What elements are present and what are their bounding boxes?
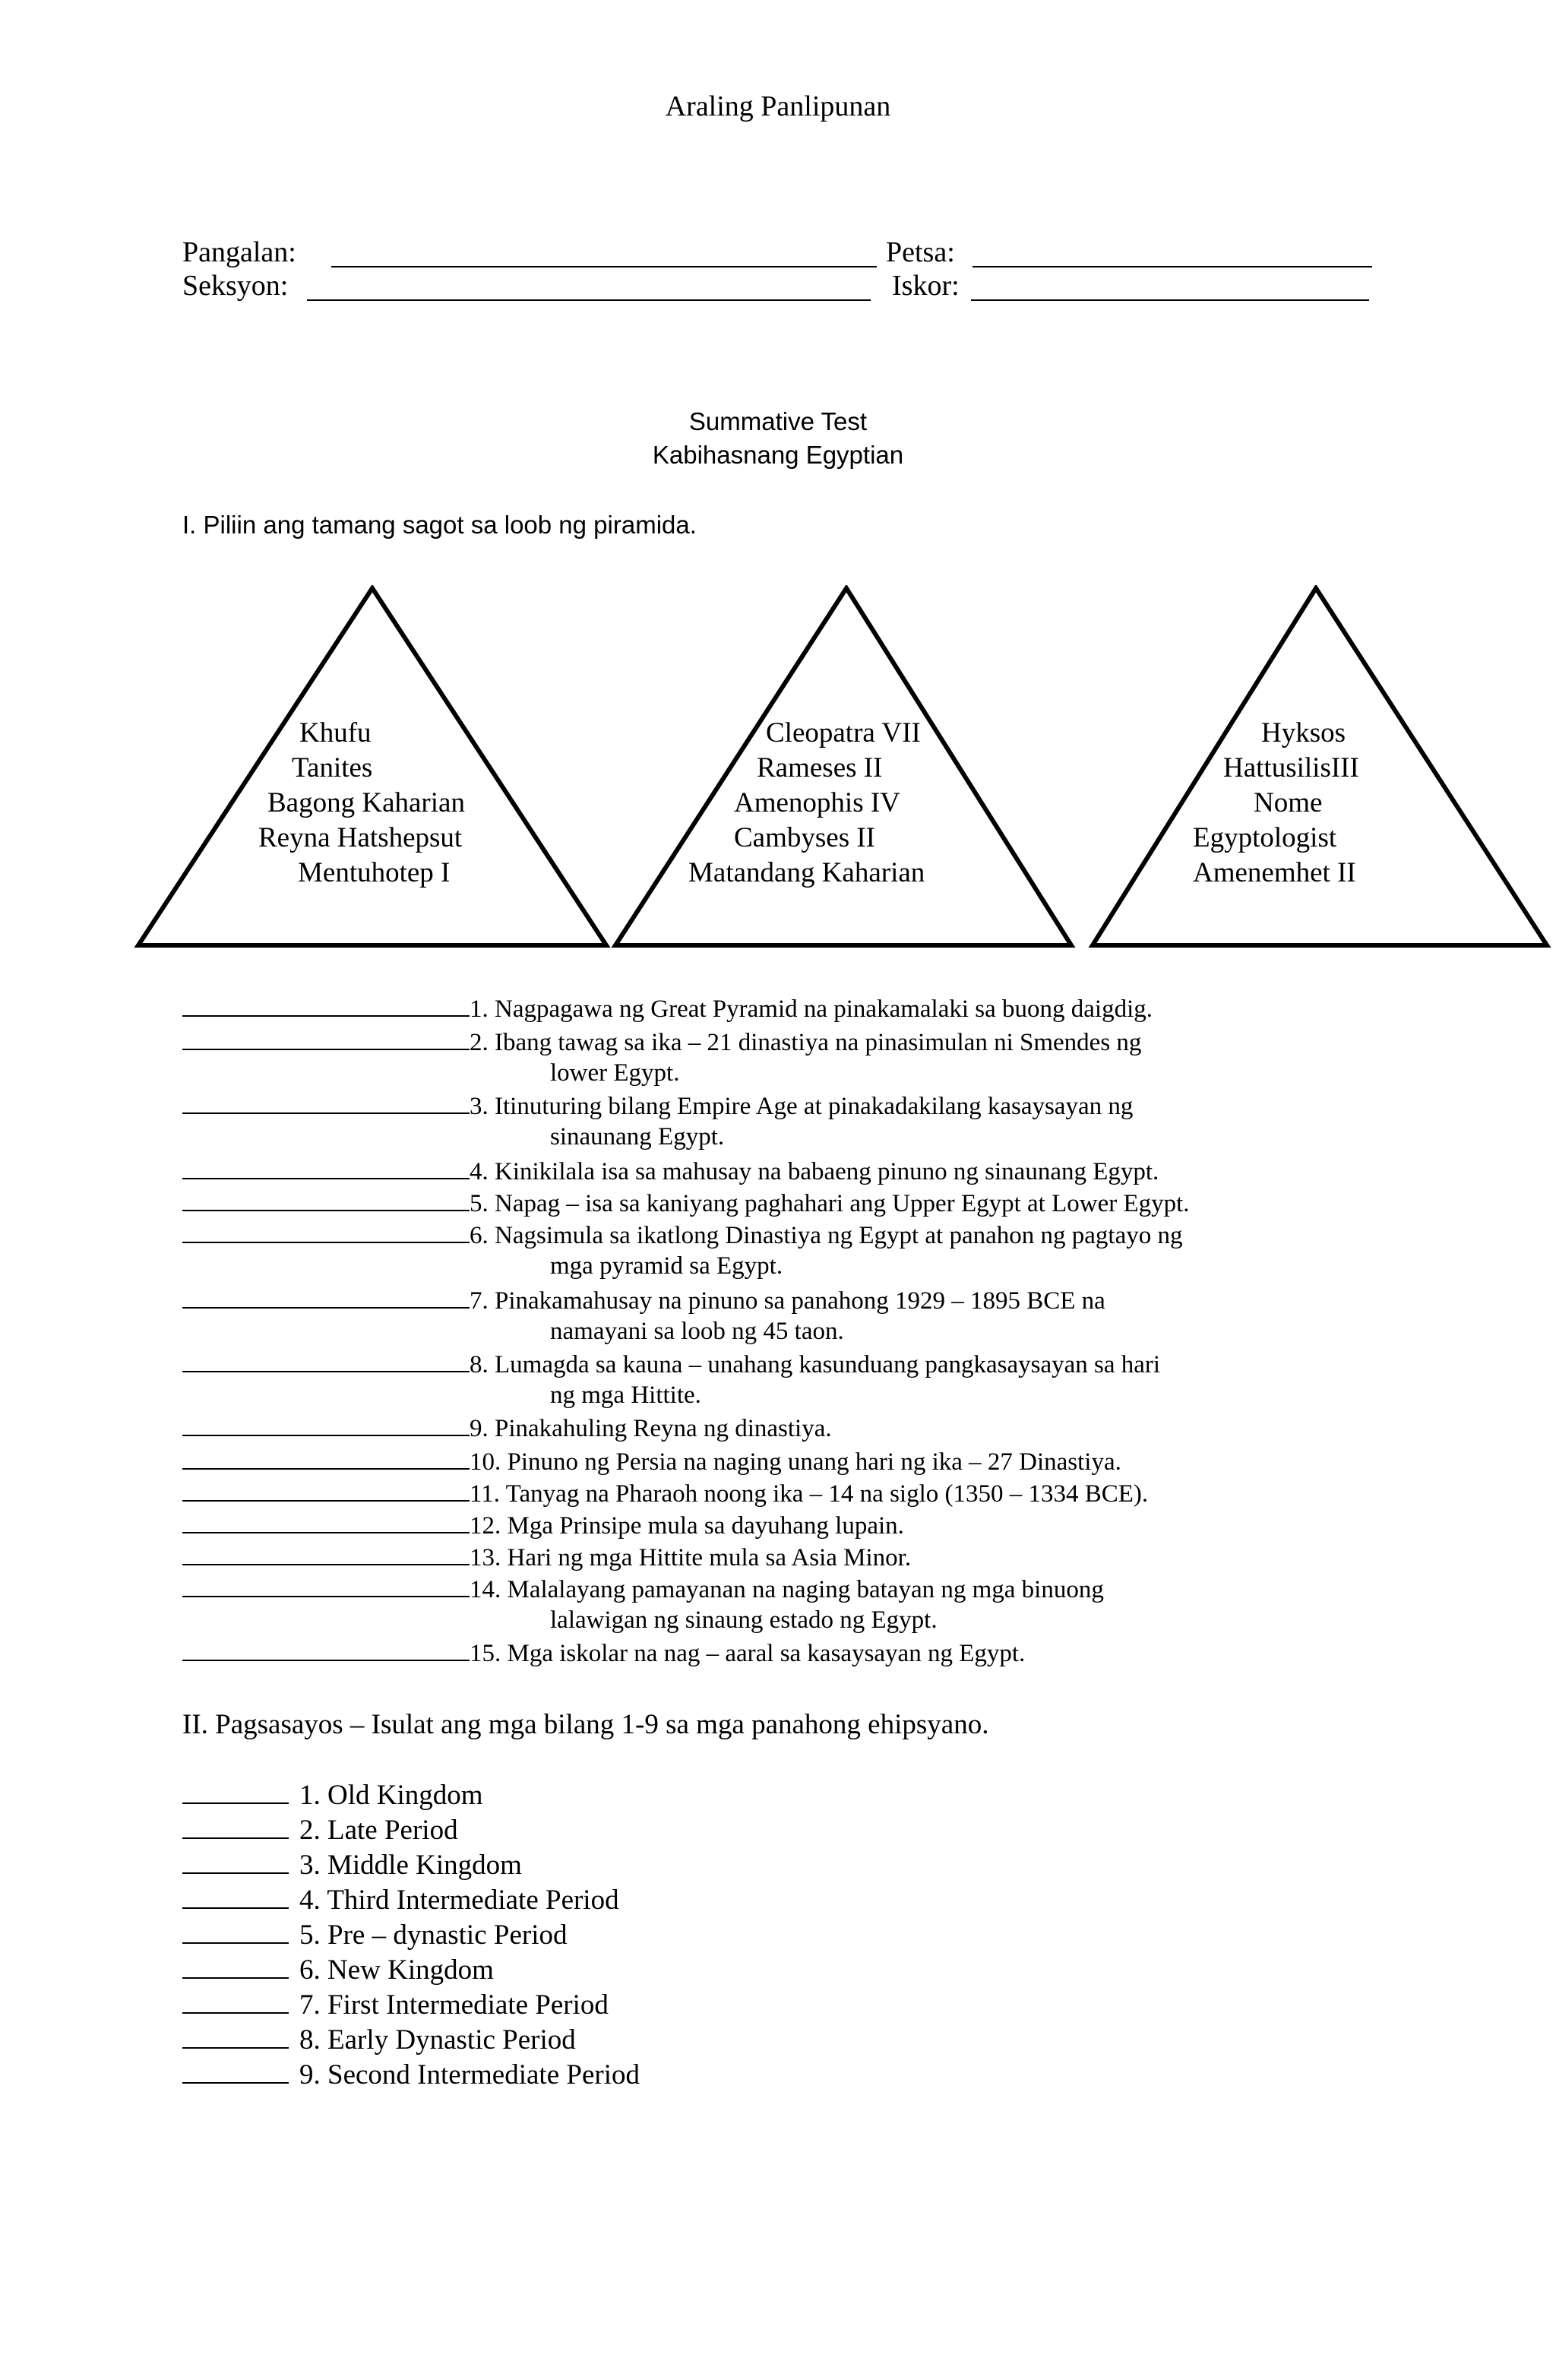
- period-item-5: [182, 1918, 567, 1953]
- section1-instruction: I. Piliin ang tamang sagot sa loob ng piramida.: [182, 511, 697, 539]
- answer-blank[interactable]: [182, 1640, 470, 1661]
- option: Amenemhet II: [1193, 857, 1356, 888]
- name-field[interactable]: [331, 266, 877, 267]
- period-item-2: [182, 1813, 458, 1848]
- test-subtitle: Kabihasnang Egyptian: [652, 441, 904, 469]
- option: HattusilisIII: [1223, 752, 1359, 783]
- period-text: 6. New Kingdom: [299, 1954, 494, 1986]
- date-field[interactable]: [972, 266, 1372, 267]
- order-blank[interactable]: [182, 1851, 289, 1874]
- question-continuation: namayani sa loob ng 45 taon.: [550, 1318, 844, 1345]
- question-text: 5. Napag – isa sa kaniyang paghahari ang Upper Egypt at Lower Egypt.: [470, 1190, 1190, 1217]
- question-text: 1. Nagpagawa ng Great Pyramid na pinakamalaki sa buong daigdig.: [470, 995, 1153, 1023]
- answer-blank[interactable]: [182, 1576, 470, 1597]
- option: Hyksos: [1261, 717, 1346, 748]
- question-8: [182, 1350, 1160, 1410]
- order-blank[interactable]: [182, 1886, 289, 1909]
- order-blank[interactable]: [182, 1956, 289, 1979]
- answer-blank[interactable]: [182, 1415, 470, 1436]
- question-text: 10. Pinuno ng Persia na naging unang hari ng ika – 27 Dinastiya.: [470, 1448, 1121, 1476]
- answer-blank[interactable]: [182, 1029, 470, 1050]
- question-7: [182, 1286, 1105, 1347]
- test-title: Summative Test: [688, 407, 868, 435]
- question-11: [182, 1479, 1148, 1509]
- period-item-6: [182, 1953, 494, 1988]
- question-text: 4. Kinikilala isa sa mahusay na babaeng pinuno ng sinaunang Egypt.: [470, 1158, 1159, 1185]
- period-text: 3. Middle Kingdom: [299, 1850, 522, 1881]
- period-item-1: [182, 1778, 483, 1813]
- period-text: 1. Old Kingdom: [299, 1780, 483, 1811]
- name-label: Pangalan:: [182, 236, 296, 268]
- question-2: [182, 1027, 1141, 1088]
- period-text: 2. Late Period: [299, 1815, 458, 1846]
- question-text: 15. Mga iskolar na nag – aaral sa kasaysayan ng Egypt.: [470, 1640, 1026, 1667]
- question-text: 2. Ibang tawag sa ika – 21 dinastiya na pinasimulan ni Smendes ng: [470, 1029, 1142, 1056]
- question-continuation: sinaunang Egypt.: [550, 1123, 725, 1150]
- question-continuation: lower Egypt.: [550, 1059, 680, 1087]
- order-blank[interactable]: [182, 1816, 289, 1839]
- subject-title: Araling Panlipunan: [665, 90, 891, 122]
- score-field[interactable]: [971, 299, 1369, 301]
- option: Nome: [1254, 787, 1323, 818]
- question-text: 12. Mga Prinsipe mula sa dayuhang lupain.: [470, 1512, 904, 1540]
- order-blank[interactable]: [182, 2026, 289, 2049]
- question-6: [182, 1220, 1183, 1281]
- pyramid-1-options: [258, 716, 465, 891]
- question-text: 9. Pinakahuling Reyna ng dinastiya.: [470, 1415, 832, 1442]
- answer-blank[interactable]: [182, 1480, 470, 1502]
- answer-blank[interactable]: [182, 1448, 470, 1470]
- period-item-8: [182, 2023, 576, 2058]
- period-item-3: [182, 1848, 522, 1883]
- score-label: Iskor:: [892, 270, 960, 302]
- period-item-9: [182, 2058, 640, 2093]
- option: Egyptologist: [1193, 822, 1337, 853]
- order-blank[interactable]: [182, 1781, 289, 1804]
- section-label: Seksyon:: [182, 270, 289, 302]
- order-blank[interactable]: [182, 1991, 289, 2014]
- question-9: [182, 1413, 832, 1444]
- pyramid-3-options: [1193, 716, 1359, 891]
- period-item-7: [182, 1988, 609, 2023]
- question-13: [182, 1543, 911, 1573]
- option: Matandang Kaharian: [688, 857, 925, 888]
- option: Bagong Kaharian: [267, 787, 465, 818]
- question-text: 11. Tanyag na Pharaoh noong ika – 14 na siglo (1350 – 1334 BCE).: [470, 1480, 1149, 1508]
- order-blank[interactable]: [182, 2061, 289, 2084]
- answer-blank[interactable]: [182, 1351, 470, 1372]
- period-text: 9. Second Intermediate Period: [299, 2059, 640, 2090]
- period-text: 8. Early Dynastic Period: [299, 2024, 576, 2056]
- option: Cambyses II: [734, 822, 875, 853]
- question-5: [182, 1188, 1190, 1219]
- question-text: 14. Malalayang pamayanan na naging batayan ng mga binuong: [470, 1576, 1104, 1603]
- answer-blank[interactable]: [182, 1512, 470, 1533]
- question-15: [182, 1638, 1025, 1669]
- answer-blank[interactable]: [182, 1158, 470, 1179]
- answer-blank[interactable]: [182, 1190, 470, 1211]
- date-label: Petsa:: [886, 236, 955, 268]
- period-text: 5. Pre – dynastic Period: [299, 1920, 568, 1951]
- option: Khufu: [299, 717, 372, 748]
- question-12: [182, 1511, 904, 1541]
- question-continuation: lalawigan ng sinaung estado ng Egypt.: [550, 1606, 938, 1634]
- question-text: 8. Lumagda sa kauna – unahang kasunduang pangkasaysayan sa hari: [470, 1351, 1161, 1378]
- answer-blank[interactable]: [182, 1287, 470, 1309]
- answer-blank[interactable]: [182, 995, 470, 1017]
- answer-blank[interactable]: [182, 1222, 470, 1243]
- option: Amenophis IV: [734, 787, 900, 818]
- question-continuation: mga pyramid sa Egypt.: [550, 1252, 783, 1280]
- section-field[interactable]: [307, 299, 871, 301]
- period-item-4: [182, 1883, 619, 1918]
- pyramid-2-options: [688, 716, 925, 891]
- option: Cleopatra VII: [766, 717, 921, 748]
- question-continuation: ng mga Hittite.: [550, 1381, 701, 1409]
- answer-blank[interactable]: [182, 1093, 470, 1114]
- order-blank[interactable]: [182, 1921, 289, 1944]
- question-text: 7. Pinakamahusay na pinuno sa panahong 1929 – 1895 BCE na: [470, 1287, 1105, 1315]
- question-10: [182, 1447, 1121, 1477]
- question-text: 3. Itinuturing bilang Empire Age at pinakadakilang kasaysayan ng: [470, 1093, 1134, 1120]
- question-4: [182, 1157, 1159, 1187]
- period-text: 7. First Intermediate Period: [299, 1989, 609, 2021]
- question-3: [182, 1091, 1133, 1152]
- section2-instruction: II. Pagsasayos – Isulat ang mga bilang 1-9 sa mga panahong ehipsyano.: [182, 1709, 989, 1740]
- question-text: 13. Hari ng mga Hittite mula sa Asia Minor.: [470, 1544, 912, 1571]
- question-1: [182, 994, 1153, 1024]
- period-text: 4. Third Intermediate Period: [299, 1885, 619, 1916]
- option: Mentuhotep I: [298, 857, 451, 888]
- question-text: 6. Nagsimula sa ikatlong Dinastiya ng Egypt at panahon ng pagtayo ng: [470, 1222, 1183, 1249]
- option: Reyna Hatshepsut: [258, 822, 463, 853]
- answer-blank[interactable]: [182, 1544, 470, 1565]
- option: Rameses II: [757, 752, 883, 783]
- option: Tanites: [292, 752, 373, 783]
- question-14: [182, 1575, 1104, 1635]
